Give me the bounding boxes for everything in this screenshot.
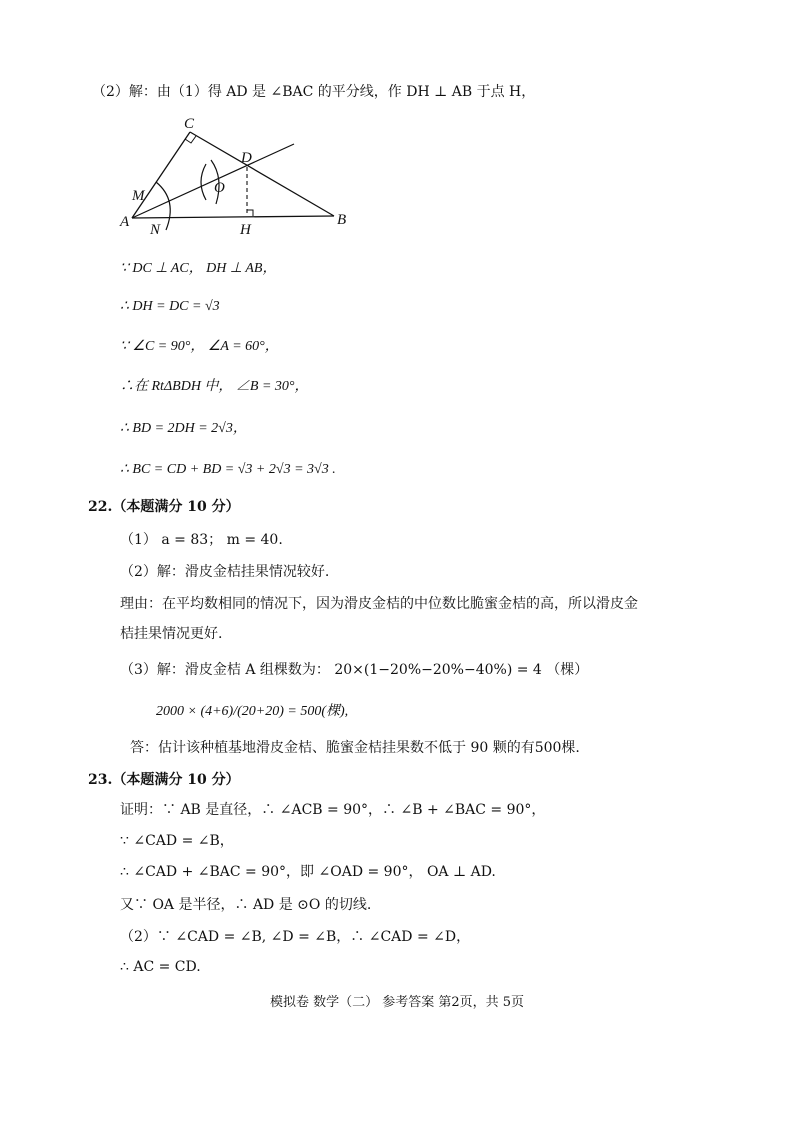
q23-line-6: ∴ AC = CD. xyxy=(120,959,201,975)
q21-step-4: ∴在 RtΔBDH 中， ∠B = 30°， xyxy=(120,379,309,394)
q23-line-5: （2）∵ ∠CAD = ∠B, ∠D = ∠B，∴ ∠CAD = ∠D， xyxy=(120,929,471,945)
q22-line-2: （2）解：滑皮金桔挂果情况较好. xyxy=(120,564,330,580)
label-m: M xyxy=(132,188,145,204)
q22-line-7: 答：估计该种植基地滑皮金桔、脆蜜金桔挂果数不低于 90 颗的有500棵. xyxy=(130,740,580,756)
q23-line-1: 证明：∵ AB 是直径，∴ ∠ACB = 90°，∴ ∠B + ∠BAC = 90°， xyxy=(120,802,546,818)
side-cb xyxy=(190,132,334,216)
q22-line-3: 理由：在平均数相同的情况下，因为滑皮金桔的中位数比脆蜜金桔的高，所以滑皮金 xyxy=(120,596,638,612)
q21-step-6: ∴ BC = CD + BD = √3 + 2√3 = 3√3 . xyxy=(120,462,336,477)
q21-step-2: ∴ DH = DC = √3 xyxy=(120,299,220,314)
q22-line-4: 桔挂果情况更好. xyxy=(120,626,223,642)
q23-line-4: 又∵ OA 是半径，∴ AD 是 ⊙O 的切线. xyxy=(120,897,372,913)
q23-line-3: ∴ ∠CAD + ∠BAC = 90°，即 ∠OAD = 90°， OA ⊥ AD. xyxy=(120,864,496,880)
q21-step-1: ∵ DC ⊥ AC， DH ⊥ AB， xyxy=(120,261,277,276)
q21-intro: （2）解：由（1）得 AD 是 ∠BAC 的平分线，作 DH ⊥ AB 于点 H， xyxy=(92,84,536,100)
q22-heading: 22.（本题满分 10 分） xyxy=(88,499,240,515)
label-h: H xyxy=(240,222,251,238)
q22-line-5: （3）解：滑皮金桔 A 组棵数为： 20×(1−20%−20%−40%) = 4 （棵） xyxy=(120,662,589,678)
q23-line-2: ∵ ∠CAD = ∠B， xyxy=(120,833,234,849)
q23-heading: 23.（本题满分 10 分） xyxy=(88,772,240,788)
q21-step-3: ∵ ∠C = 90°， ∠A = 60°， xyxy=(120,339,279,354)
q21-step-5: ∴ BD = 2DH = 2√3， xyxy=(120,421,247,436)
q22-line-1: （1） a = 83； m = 40. xyxy=(120,532,283,548)
label-d: D xyxy=(241,150,252,166)
label-n: N xyxy=(150,222,161,238)
label-o: O xyxy=(214,180,225,196)
arc-o-left xyxy=(201,164,206,200)
triangle-figure xyxy=(118,112,378,242)
side-ab xyxy=(132,216,334,218)
right-angle-h xyxy=(247,210,253,216)
label-a: A xyxy=(120,214,130,230)
label-b: B xyxy=(337,212,347,228)
q22-line-6: 2000 × (4+6)/(20+20) = 500(棵), xyxy=(156,704,349,719)
label-c: C xyxy=(184,116,195,132)
page-footer: 模拟卷 数学（二） 参考答案 第2页，共 5页 xyxy=(269,995,525,1010)
